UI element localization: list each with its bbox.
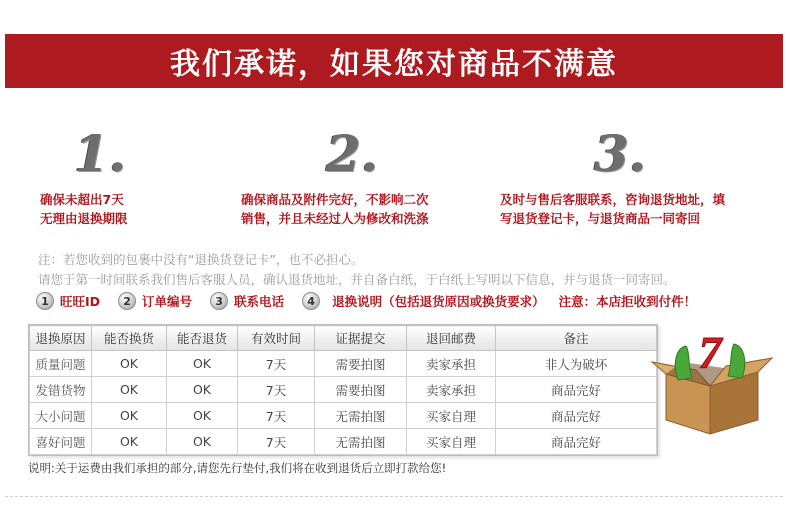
illustration-seven: 7 [698,327,722,378]
table-cell: OK [167,429,238,455]
table-cell: 7天 [238,429,315,455]
table-cell: 7天 [238,377,315,403]
info-cod-warning: 注意：本店拒收到付件！ [558,294,697,309]
step-2-number: 2. [326,124,379,183]
table-cell: OK [167,377,238,403]
table-cell: OK [92,403,167,429]
info-badge-1: 1 [36,292,54,310]
table-header: 有效时间 [238,326,315,351]
table-cell: 无需拍图 [315,429,407,455]
table-cell: 7天 [238,351,315,377]
step-1-line-2: 无理由退换期限 [40,211,128,226]
info-requirements [36,290,696,312]
table-cell: 喜好问题 [30,429,92,455]
table-cell: OK [167,351,238,377]
table-cell: 需要拍图 [315,377,407,403]
table-cell: 需要拍图 [315,351,407,377]
table-header: 退回邮费 [407,326,496,351]
table-cell: 商品完好 [496,377,657,403]
banner-title: 我们承诺，如果您对商品不满意 [170,47,618,82]
table-cell: 商品完好 [496,403,657,429]
info-return-explanation: 退换说明（包括退货原因或换货要求） [332,294,545,309]
table-row [30,403,657,429]
return-box-illustration [646,322,776,440]
table-header: 能否换货 [92,326,167,351]
table-row [30,351,657,377]
step-2-line-1: 确保商品及附件完好，不影响二次 [241,192,429,207]
table-cell: OK [92,351,167,377]
table-cell: 商品完好 [496,429,657,455]
step-1-line-1: 确保未超出7天 [40,192,124,207]
step-2-line-2: 销售，并且未经过人为修改和洗涤 [241,211,429,226]
table-cell: 买家自理 [407,429,496,455]
table-cell: 7天 [238,403,315,429]
info-badge-4: 4 [302,292,320,310]
table-row [30,377,657,403]
table-cell: OK [92,377,167,403]
footer-note: 说明:关于运费由我们承担的部分,请您先行垫付,我们将在收到退货后立即打款给您! [28,461,447,475]
step-3-text [500,190,725,228]
table-cell: 无需拍图 [315,403,407,429]
table-cell: 买家自理 [407,403,496,429]
box-icon [646,322,776,440]
table-header: 备注 [496,326,657,351]
note-line-1: 注：若您收到的包裹中没有“退换货登记卡”，也不必担心。 [38,252,364,267]
step-2-text [241,190,429,228]
table-cell: 非人为破坏 [496,351,657,377]
table-cell: OK [92,429,167,455]
table-header-row [30,326,657,351]
table-cell: 卖家承担 [407,351,496,377]
info-order-number: 订单编号 [142,294,193,309]
info-phone: 联系电话 [234,294,285,309]
note-line-2: 请您于第一时间联系我们售后客服人员，确认退货地址，并自备白纸，于白纸上写明以下信息，并与退货一同寄回。 [38,272,676,287]
table-cell: 大小问题 [30,403,92,429]
promise-banner [5,34,783,88]
step-3-line-2: 写退货登记卡，与退货商品一同寄回 [500,211,701,226]
info-badge-3: 3 [210,292,228,310]
table-cell: 发错货物 [30,377,92,403]
bottom-divider [5,496,783,497]
step-1-text [40,190,128,228]
info-wangwang-id: 旺旺ID [60,294,101,309]
table-header: 证据提交 [315,326,407,351]
step-3-line-1: 及时与售后客服联系，咨询退货地址，填 [500,192,726,207]
table-cell: 卖家承担 [407,377,496,403]
info-badge-2: 2 [118,292,136,310]
table-cell: 质量问题 [30,351,92,377]
return-policy-table [28,324,658,456]
step-1-number: 1. [74,124,127,183]
table-cell: OK [167,403,238,429]
table-header: 能否退货 [167,326,238,351]
table-header: 退换原因 [30,326,92,351]
table-row [30,429,657,455]
step-3-number: 3. [594,124,647,183]
